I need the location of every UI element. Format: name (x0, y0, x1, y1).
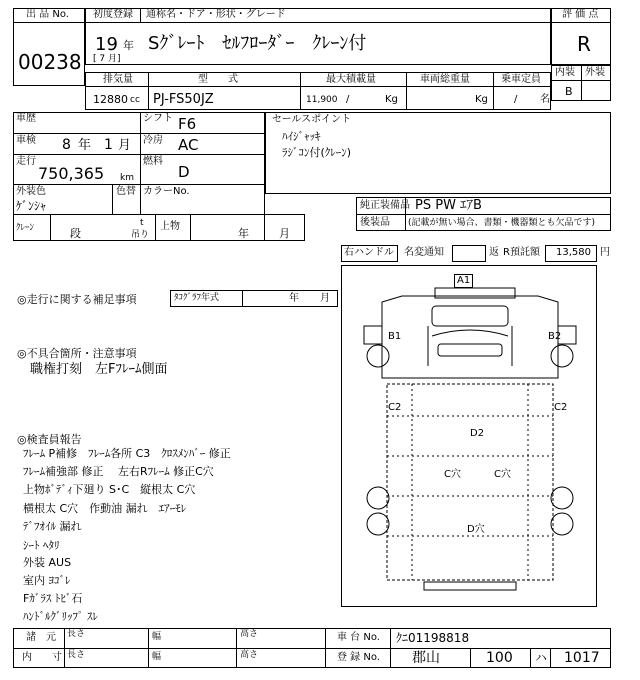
inspector-report-line: ｼｰﾄ ﾍﾀﾘ (23, 539, 60, 552)
tachograph-year-unit: 年 (289, 293, 299, 304)
crane-hoist-unit: 吊り (131, 230, 150, 240)
displacement-unit: cc (130, 95, 140, 105)
recycle-label: R預託額 (503, 247, 540, 258)
damage-label-b2: B2 (548, 331, 562, 342)
gross-weight-unit: Kg (475, 94, 488, 105)
height-label: 高さ (240, 650, 259, 660)
registration-class: 100 (486, 650, 513, 666)
inspection-year-unit: 年 (78, 138, 92, 153)
inspection-year: 8 (62, 137, 71, 153)
shift-label: シフト (143, 113, 173, 124)
standard-equipment-label: 純正装備品 (360, 200, 410, 211)
interior-score: B (565, 85, 573, 98)
color-code-label: カラーNo. (143, 186, 190, 197)
year-unit: 年 (123, 39, 134, 52)
capacity-label: 乗車定員 (501, 74, 541, 85)
registration-year: 19 (95, 34, 118, 55)
inspector-report-line: ﾊﾝﾄﾞﾙｸﾞﾘｯﾌﾟ ｽﾚ (23, 610, 98, 623)
ac-label: 冷房 (143, 135, 163, 146)
capacity-unit: 名 (540, 94, 550, 105)
inspection-label: 車検 (16, 135, 36, 146)
fuel-value: D (178, 163, 190, 181)
inspector-report-line: Fｶﾞﾗｽ ﾄﾋﾞ石 (23, 592, 83, 605)
damage-label-c-hole: C穴 (494, 469, 511, 480)
inspector-report-line: 外装 AUS (23, 556, 72, 569)
gross-weight-label: 車両総重量 (420, 74, 470, 85)
max-load-unit: Kg (385, 94, 398, 105)
tachograph-label: ﾀｺｸﾞﾗﾌ年式 (174, 293, 220, 303)
interior-dimensions-label: 内 寸 (22, 652, 62, 663)
length-label: 長さ (67, 629, 86, 639)
chassis-number-label: 車 台 No. (337, 632, 380, 643)
mileage-unit: km (120, 173, 134, 183)
listing-number-label: 出 品 No. (26, 9, 69, 20)
history-label: 車歴 (16, 113, 36, 124)
installed-label: 上物 (160, 221, 180, 232)
aftermarket-label: 後装品 (360, 217, 390, 228)
shift-value: F6 (178, 115, 197, 133)
max-load-value: 11,900 (306, 95, 338, 105)
vehicle-name: Sｸﾞﾚｰﾄ ｾﾙﾌﾛｰﾀﾞｰ ｸﾚｰﾝ付 (148, 33, 367, 54)
inspector-report-line: 横根太 C穴 作動油 漏れ ｴｱｰﾓﾚ (23, 502, 187, 515)
color-change-label: 色替 (116, 186, 136, 197)
vehicle-name-label: 通称名・ドア・形状・グレード (146, 9, 286, 20)
exterior-color-value: ｹﾞﾝｼｬ (16, 199, 47, 213)
condition-diagram (341, 265, 597, 607)
max-load-label: 最大積載量 (326, 74, 376, 85)
fuel-label: 燃料 (143, 156, 163, 167)
driving-notes-title: ◎走行に関する補足事項 (17, 293, 137, 306)
listing-number: 00238 (18, 50, 82, 74)
mileage-value: 750,365 (38, 164, 105, 183)
registration-kana: ハ (535, 651, 548, 665)
inspector-report-title: ◎検査員報告 (17, 433, 82, 446)
damage-label-d-hole: D穴 (467, 524, 485, 535)
exterior-color-label: 外装色 (16, 186, 46, 197)
installed-month-unit: 月 (279, 227, 290, 240)
damage-label-c2-right: C2 (554, 402, 568, 413)
inspection-month: 1 (104, 137, 113, 153)
chassis-number: ｸﾆ01198818 (396, 631, 470, 645)
registration-month: [ 7 月] (93, 54, 121, 64)
exterior-score-label: 外装 (585, 67, 605, 78)
inspector-report-line: ﾃﾞﾌｵｲﾙ 漏れ (23, 520, 82, 533)
inspector-report-line: ﾌﾚｰﾑ補強部 修正 左右Rﾌﾚｰﾑ 修正C穴 (23, 465, 214, 478)
yen-unit: 円 (600, 247, 610, 258)
height-label: 高さ (240, 629, 259, 639)
score-label: 評 価 点 (562, 9, 599, 20)
width-label: 幅 (152, 632, 162, 642)
first-registration-label: 初度登録 (93, 9, 133, 20)
refund-label: 返 (489, 247, 499, 258)
dimensions-label: 諸 元 (26, 632, 56, 643)
standard-equipment-value: PS PW ｴｱB (415, 198, 482, 213)
model-code: PJ-FS50JZ (153, 92, 214, 107)
inspector-report-line: 室内 ﾖｺﾞﾚ (23, 574, 71, 587)
sales-point-item: ﾗｼﾞｺﾝ付(ｸﾚｰﾝ) (282, 146, 352, 159)
displacement-value: 12880 (93, 93, 128, 106)
capacity-separator: / (514, 94, 518, 105)
crane-label: ｸﾚｰﾝ (16, 223, 35, 233)
inspector-report-line: 上物ﾎﾞﾃﾞｨ下廻り S･C 縦根太 C穴 (23, 483, 196, 496)
displacement-label: 排気量 (103, 74, 133, 85)
length-label: 長さ (67, 650, 86, 660)
name-change-label: 名変通知 (404, 247, 444, 258)
inspector-report-line: ﾌﾚｰﾑ P補修 ﾌﾚｰﾑ各所 C3 ｸﾛｽﾒﾝﾊﾞｰ 修正 (23, 447, 231, 460)
width-label: 幅 (152, 652, 162, 662)
defect-item: 職権打刻 左Fﾌﾚｰﾑ側面 (30, 362, 168, 377)
crane-stage-unit: 段 (70, 227, 81, 240)
interior-score-label: 内装 (555, 67, 575, 78)
damage-label-b1: B1 (388, 331, 402, 342)
ac-value: AC (178, 136, 199, 154)
sales-points-label: セールスポイント (272, 114, 352, 125)
tachograph-month-unit: 月 (320, 293, 330, 304)
aftermarket-note: (記載が無い場合、書類・機器類とも欠品です) (408, 218, 596, 228)
right-hand-drive: 右ハンドル (344, 247, 394, 258)
damage-label-c2-left: C2 (388, 402, 402, 413)
sales-point-item: ﾊｲｼﾞｬｯｷ (282, 130, 321, 143)
max-load-separator: / (346, 94, 350, 105)
model-label: 型 式 (198, 74, 238, 85)
overall-score: R (577, 32, 591, 56)
mileage-label: 走行 (16, 156, 36, 167)
inspection-month-unit: 月 (118, 138, 132, 153)
damage-label-a1: A1 (454, 274, 473, 288)
installed-year-unit: 年 (238, 227, 249, 240)
registration-serial: 1017 (564, 650, 600, 666)
defects-title: ◎不具合箇所・注意事項 (17, 347, 137, 360)
damage-label-d2: D2 (470, 428, 485, 439)
registration-number-label: 登 録 No. (337, 652, 380, 663)
registration-area: 郡山 (412, 650, 440, 666)
damage-label-c-hole: C穴 (444, 469, 461, 480)
crane-ton-unit: t (140, 218, 144, 228)
name-change-box (452, 245, 486, 262)
recycle-amount: 13,580 (556, 247, 591, 258)
